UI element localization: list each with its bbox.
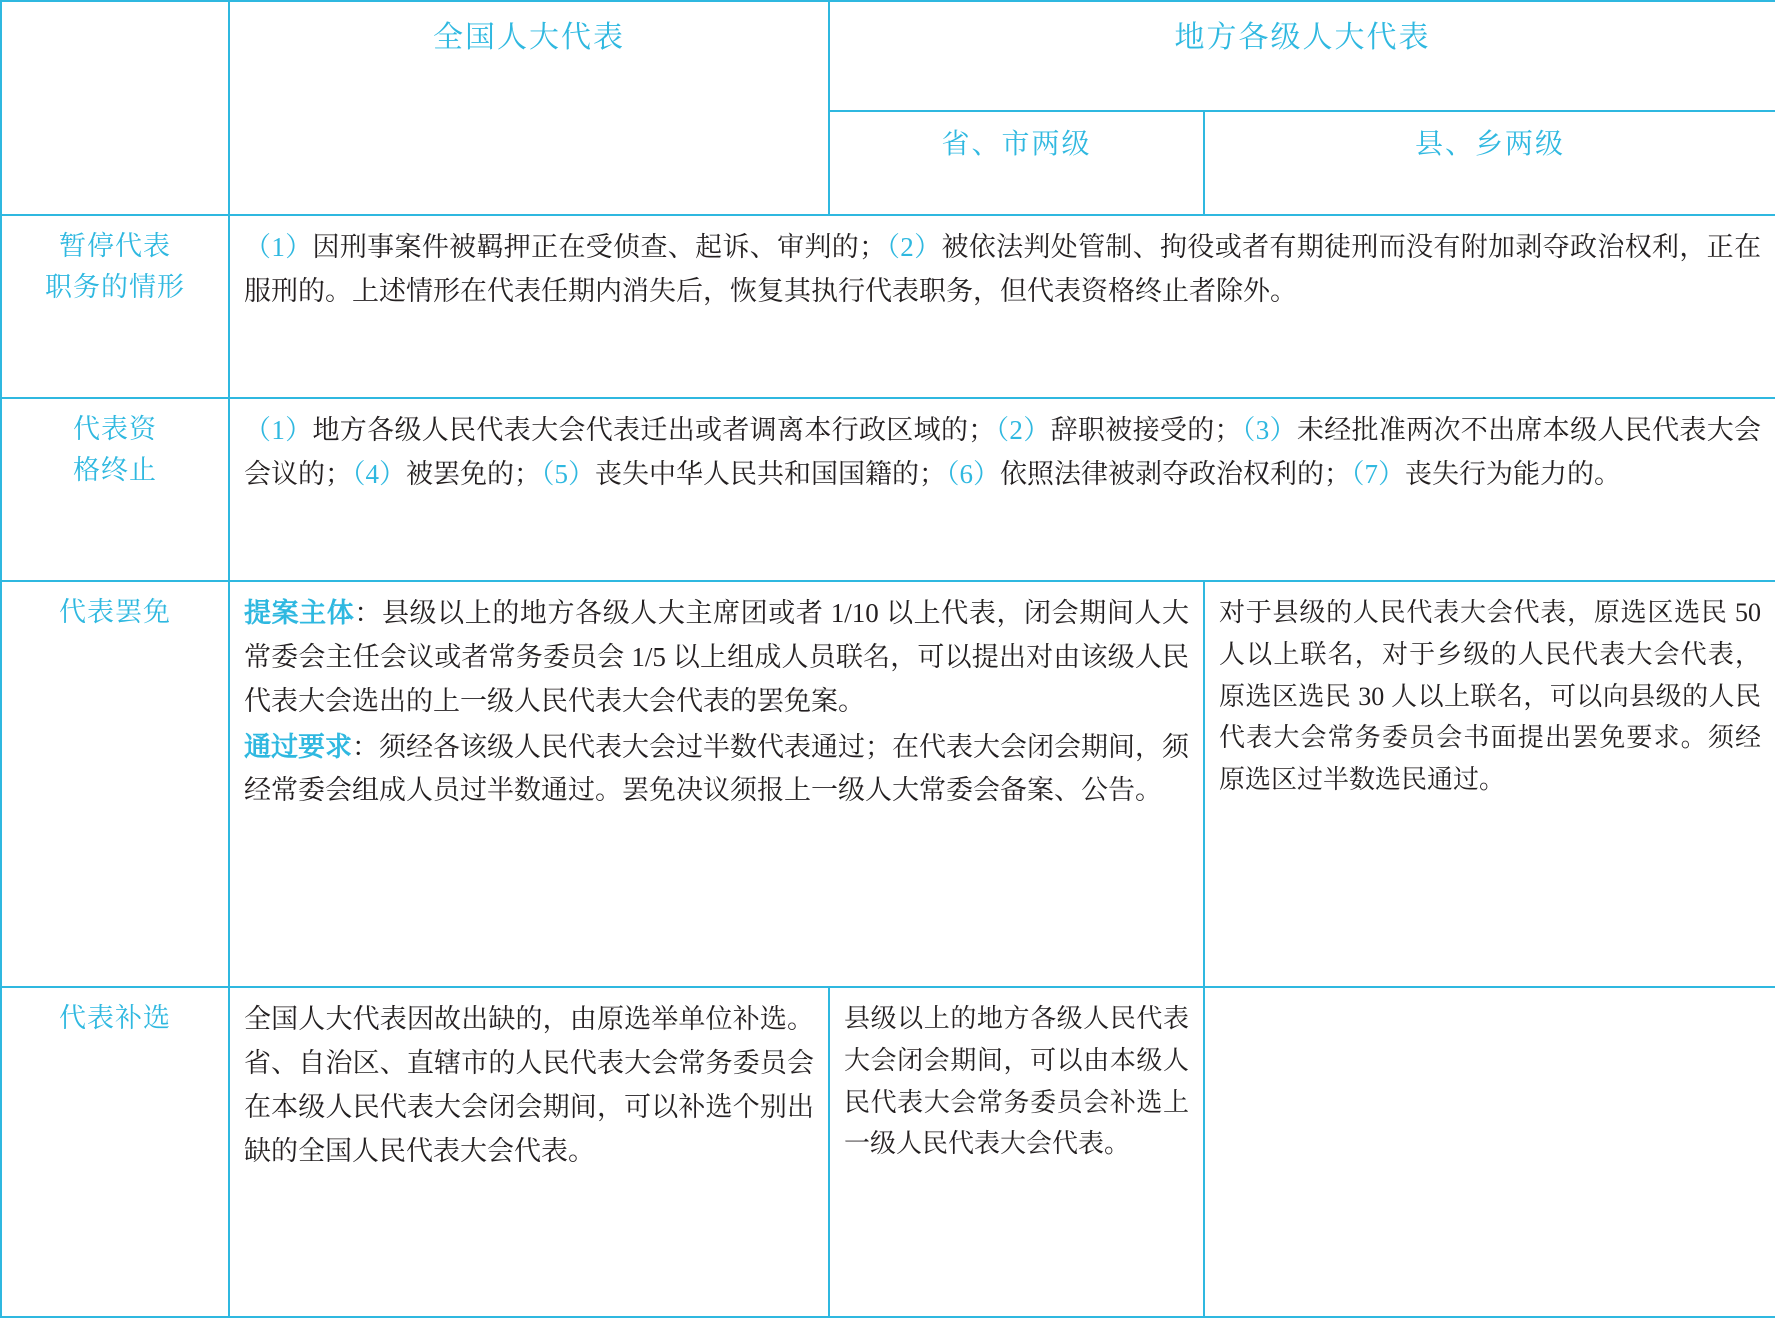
header-county-township-level: 县、乡两级 (1204, 111, 1775, 215)
header-corner-cell (1, 1, 229, 215)
paragraph (244, 726, 1189, 813)
item-text-4: 被罢免的； (406, 459, 541, 490)
cell-termination-content (229, 398, 1775, 581)
header-national-deputies: 全国人大代表 (229, 1, 829, 215)
text-passing-requirement: ：须经各该级人民代表大会过半数代表通过；在代表大会闭会期间，须经常委会组成人员过半数通过。罢免决议须报上一级人大常委会备案、公告。 (244, 731, 1189, 806)
table-row (1, 398, 1775, 581)
table-row (1, 581, 1775, 987)
paragraph (244, 226, 1761, 313)
item-number-6: （6） (946, 459, 1000, 490)
item-number-1: （1） (244, 232, 313, 263)
paragraph (244, 592, 1189, 723)
table-row (1, 987, 1775, 1317)
header-province-city-level: 省、市两级 (829, 111, 1204, 215)
row-label-termination-line2: 格终止 (73, 454, 157, 485)
item-number-1: （1） (244, 415, 313, 446)
item-number-4: （4） (352, 459, 406, 490)
item-number-3: （3） (1241, 415, 1297, 446)
item-text-5: 丧失中华人民共和国国籍的； (595, 459, 946, 490)
header-local-deputies: 地方各级人大代表 (829, 1, 1775, 111)
lead-passing-requirement: 通过要求 (244, 731, 352, 762)
table-header-row-1 (1, 1, 1775, 111)
row-label-termination-line1: 代表资 (73, 414, 157, 445)
row-label-suspension-line1: 暂停代表 (59, 231, 171, 262)
row-label-by-election: 代表补选 (1, 987, 229, 1317)
item-number-5: （5） (541, 459, 595, 490)
item-number-7: （7） (1351, 459, 1405, 490)
item-text-2: 辞职被接受的； (1050, 415, 1242, 446)
table-row (1, 215, 1775, 398)
cell-suspension-content (229, 215, 1775, 398)
item-text-1: 地方各级人民代表大会代表迁出或者调离本行政区域的； (312, 415, 996, 446)
lead-proposal-subject: 提案主体 (244, 598, 355, 629)
item-text-6: 依照法律被剥夺政治权利的； (1000, 459, 1351, 490)
cell-by-election-provincial: 县级以上的地方各级人民代表大会闭会期间，可以由本级人民代表大会常务委员会补选上一级人民代表大会代表。 (829, 987, 1204, 1317)
row-label-termination (1, 398, 229, 581)
text-proposal-subject: ：县级以上的地方各级人大主席团或者 1/10 以上代表，闭会期间人大常委会主任会议或者常务委员会 1/5 以上组成人员联名，可以提出对由该级人民代表大会选出的上一级人民代表大会代表的罢免案。 (244, 598, 1189, 716)
cell-recall-county-township: 对于县级的人民代表大会代表，原选区选民 50 人以上联名，对于乡级的人民代表大会代表，原选区选民 30 人以上联名，可以向县级的人民代表大会常务委员会书面提出罢免要求。须经原选区过半数选民通过。 (1204, 581, 1775, 987)
item-text-1: 因刑事案件被羁押正在受侦查、起诉、审判的； (312, 232, 887, 263)
item-text-3: 未经批准两次不出席本级人民代表大会会议的； (244, 415, 1762, 490)
item-text-2: 被依法判处管制、拘役或者有期徒刑而没有附加剥夺政治权利，正在服刑的。上述情形在代表任期内消失后，恢复其执行代表职务，但代表资格终止者除外。 (244, 232, 1762, 306)
cell-recall-national-provincial (229, 581, 1204, 987)
item-number-2: （2） (886, 232, 942, 263)
item-text-7: 丧失行为能力的。 (1405, 459, 1621, 490)
item-number-2: （2） (995, 415, 1051, 446)
paragraph (244, 409, 1761, 496)
row-label-suspension-line2: 职务的情形 (45, 271, 185, 302)
row-label-suspension (1, 215, 229, 398)
row-label-recall: 代表罢免 (1, 581, 229, 987)
cell-by-election-county-empty (1204, 987, 1775, 1317)
cell-by-election-national: 全国人大代表因故出缺的，由原选举单位补选。省、自治区、直辖市的人民代表大会常务委员会在本级人民代表大会闭会期间，可以补选个别出缺的全国人民代表大会代表。 (229, 987, 829, 1317)
